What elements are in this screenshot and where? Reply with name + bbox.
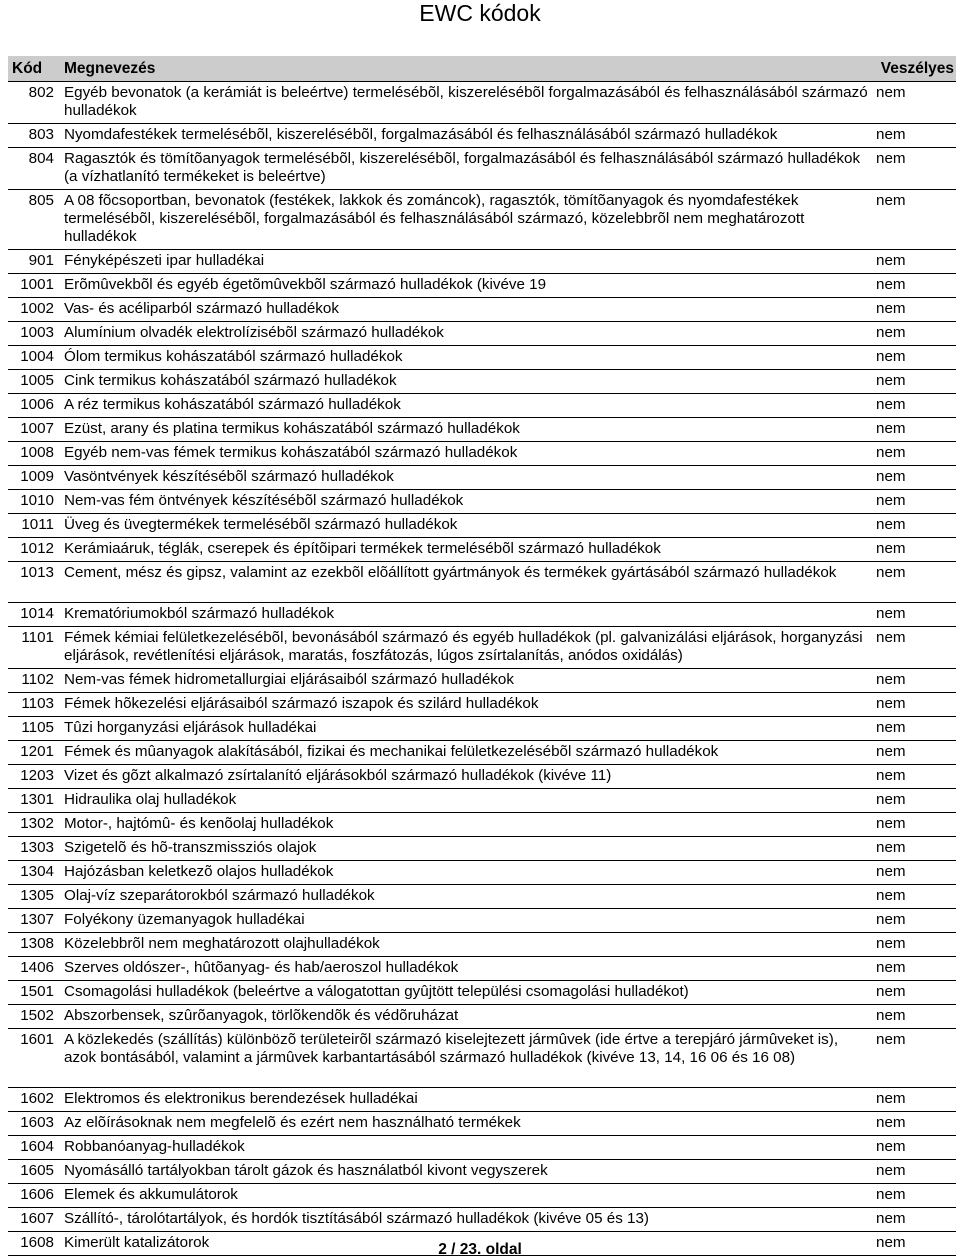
table-body bbox=[8, 82, 956, 1256]
row-hazard: nem bbox=[872, 274, 956, 298]
row-name: Erõmûvekbõl és egyéb égetõmûvekbõl származó hulladékok (kivéve 19 bbox=[60, 274, 872, 298]
row-code: 1105 bbox=[8, 717, 60, 741]
row-hazard: nem bbox=[872, 562, 956, 603]
row-code: 1304 bbox=[8, 861, 60, 885]
row-code: 1502 bbox=[8, 1005, 60, 1029]
row-code: 1608 bbox=[8, 1232, 60, 1256]
row-code: 1101 bbox=[8, 627, 60, 669]
row-hazard: nem bbox=[872, 933, 956, 957]
table-row bbox=[8, 538, 956, 562]
table-row bbox=[8, 190, 956, 250]
table-row bbox=[8, 693, 956, 717]
table-header bbox=[8, 56, 956, 82]
row-code: 1005 bbox=[8, 370, 60, 394]
row-name: Vizet és gõzt alkalmazó zsírtalanító eljárásokból származó hulladékok (kivéve 11) bbox=[60, 765, 872, 789]
table-row bbox=[8, 909, 956, 933]
row-code: 1603 bbox=[8, 1112, 60, 1136]
row-name: Szigetelõ és hõ-transzmissziós olajok bbox=[60, 837, 872, 861]
row-code: 804 bbox=[8, 148, 60, 190]
row-hazard: nem bbox=[872, 765, 956, 789]
table-row bbox=[8, 124, 956, 148]
row-hazard: nem bbox=[872, 693, 956, 717]
table-row bbox=[8, 394, 956, 418]
row-hazard: nem bbox=[872, 789, 956, 813]
row-hazard: nem bbox=[872, 124, 956, 148]
row-name: Vas- és acéliparból származó hulladékok bbox=[60, 298, 872, 322]
row-code: 1307 bbox=[8, 909, 60, 933]
row-hazard: nem bbox=[872, 190, 956, 250]
row-hazard: nem bbox=[872, 250, 956, 274]
row-code: 1606 bbox=[8, 1184, 60, 1208]
table-row bbox=[8, 765, 956, 789]
table-row bbox=[8, 490, 956, 514]
row-hazard: nem bbox=[872, 861, 956, 885]
row-name: Fémek hõkezelési eljárásaiból származó iszapok és szilárd hulladékok bbox=[60, 693, 872, 717]
table-row bbox=[8, 1005, 956, 1029]
row-name: Fémek kémiai felületkezelésébõl, bevonásából származó és egyéb hulladékok (pl. galvanizálási eljárások, horganyzási eljárások, revétlenítési eljárások, maratás, foszfátozás, lúgos zsírtalanítás, anódos oxidálás) bbox=[60, 627, 872, 669]
row-name: Elemek és akkumulátorok bbox=[60, 1184, 872, 1208]
row-hazard: nem bbox=[872, 298, 956, 322]
row-hazard: nem bbox=[872, 442, 956, 466]
row-code: 1007 bbox=[8, 418, 60, 442]
table-row bbox=[8, 562, 956, 603]
row-name: A réz termikus kohászatából származó hulladékok bbox=[60, 394, 872, 418]
row-name: Ólom termikus kohászatából származó hulladékok bbox=[60, 346, 872, 370]
row-code: 1601 bbox=[8, 1029, 60, 1088]
table-row bbox=[8, 603, 956, 627]
row-name: Cement, mész és gipsz, valamint az ezekbõl elõállított gyártmányok és termékek gyártásából származó hulladékok bbox=[60, 562, 872, 603]
row-hazard: nem bbox=[872, 82, 956, 124]
row-code: 802 bbox=[8, 82, 60, 124]
row-hazard: nem bbox=[872, 981, 956, 1005]
row-name: Fémek és mûanyagok alakításából, fizikai és mechanikai felületkezelésébõl származó hulladékok bbox=[60, 741, 872, 765]
row-code: 1103 bbox=[8, 693, 60, 717]
row-hazard: nem bbox=[872, 148, 956, 190]
row-hazard: nem bbox=[872, 603, 956, 627]
header-code: Kód bbox=[8, 56, 60, 82]
row-hazard: nem bbox=[872, 370, 956, 394]
table-row bbox=[8, 466, 956, 490]
table-row bbox=[8, 1160, 956, 1184]
row-code: 1009 bbox=[8, 466, 60, 490]
row-hazard: nem bbox=[872, 490, 956, 514]
row-name: Csomagolási hulladékok (beleértve a válogatottan gyûjtött települési csomagolási hulladékot) bbox=[60, 981, 872, 1005]
table-row bbox=[8, 418, 956, 442]
row-hazard: nem bbox=[872, 466, 956, 490]
table-row bbox=[8, 148, 956, 190]
row-hazard: nem bbox=[872, 418, 956, 442]
row-code: 1014 bbox=[8, 603, 60, 627]
row-name: Szerves oldószer-, hûtõanyag- és hab/aeroszol hulladékok bbox=[60, 957, 872, 981]
table-row bbox=[8, 837, 956, 861]
row-hazard: nem bbox=[872, 741, 956, 765]
table-row bbox=[8, 370, 956, 394]
row-code: 803 bbox=[8, 124, 60, 148]
row-name: Kimerült katalizátorok bbox=[60, 1232, 872, 1256]
row-hazard: nem bbox=[872, 394, 956, 418]
row-code: 1004 bbox=[8, 346, 60, 370]
row-hazard: nem bbox=[872, 1088, 956, 1112]
table-row bbox=[8, 1088, 956, 1112]
table-row bbox=[8, 957, 956, 981]
row-hazard: nem bbox=[872, 957, 956, 981]
row-name: Hidraulika olaj hulladékok bbox=[60, 789, 872, 813]
row-code: 1305 bbox=[8, 885, 60, 909]
row-hazard: nem bbox=[872, 627, 956, 669]
row-code: 1308 bbox=[8, 933, 60, 957]
row-name: A közlekedés (szállítás) különbözõ területeirõl származó kiselejtezett jármûvek (ide értve a terepjáró jármûveket is), azok bontásából, valamint a jármûvek karbantartásából származó hulladékok (kivéve 13, 14, 16 06 és 16 08) bbox=[60, 1029, 872, 1088]
row-name: Folyékony üzemanyagok hulladékai bbox=[60, 909, 872, 933]
table-row bbox=[8, 933, 956, 957]
row-code: 1011 bbox=[8, 514, 60, 538]
table-row bbox=[8, 813, 956, 837]
row-code: 1008 bbox=[8, 442, 60, 466]
table-row bbox=[8, 861, 956, 885]
table-row bbox=[8, 885, 956, 909]
row-name: Olaj-víz szeparátorokból származó hulladékok bbox=[60, 885, 872, 909]
row-name: Nyomásálló tartályokban tárolt gázok és használatból kivont vegyszerek bbox=[60, 1160, 872, 1184]
row-hazard: nem bbox=[872, 885, 956, 909]
table-row bbox=[8, 789, 956, 813]
row-hazard: nem bbox=[872, 514, 956, 538]
row-name: Fényképészeti ipar hulladékai bbox=[60, 250, 872, 274]
row-hazard: nem bbox=[872, 1005, 956, 1029]
row-hazard: nem bbox=[872, 1232, 956, 1256]
row-name: Nem-vas fémek hidrometallurgiai eljárásaiból származó hulladékok bbox=[60, 669, 872, 693]
page-title: EWC kódok bbox=[419, 0, 541, 26]
row-name: Alumínium olvadék elektrolízisébõl származó hulladékok bbox=[60, 322, 872, 346]
row-hazard: nem bbox=[872, 1184, 956, 1208]
row-hazard: nem bbox=[872, 669, 956, 693]
table-row bbox=[8, 346, 956, 370]
row-code: 1102 bbox=[8, 669, 60, 693]
table-row bbox=[8, 298, 956, 322]
table-row bbox=[8, 274, 956, 298]
table-row bbox=[8, 442, 956, 466]
row-hazard: nem bbox=[872, 322, 956, 346]
row-name: Nem-vas fém öntvények készítésébõl származó hulladékok bbox=[60, 490, 872, 514]
row-name: Cink termikus kohászatából származó hulladékok bbox=[60, 370, 872, 394]
row-hazard: nem bbox=[872, 837, 956, 861]
row-code: 1303 bbox=[8, 837, 60, 861]
row-hazard: nem bbox=[872, 1112, 956, 1136]
row-code: 1501 bbox=[8, 981, 60, 1005]
row-name: Üveg és üvegtermékek termelésébõl származó hulladékok bbox=[60, 514, 872, 538]
header-hazard: Veszélyes bbox=[872, 56, 956, 82]
row-name: Abszorbensek, szûrõanyagok, törlõkendõk és védõruházat bbox=[60, 1005, 872, 1029]
row-name: Vasöntvények készítésébõl származó hulladékok bbox=[60, 466, 872, 490]
row-hazard: nem bbox=[872, 1160, 956, 1184]
row-hazard: nem bbox=[872, 538, 956, 562]
row-code: 1013 bbox=[8, 562, 60, 603]
row-name: Egyéb bevonatok (a kerámiát is beleértve) termelésébõl, kiszerelésébõl forgalmazásából és felhasználásából származó hulladékok bbox=[60, 82, 872, 124]
row-code: 1301 bbox=[8, 789, 60, 813]
table-row bbox=[8, 627, 956, 669]
row-hazard: nem bbox=[872, 813, 956, 837]
table-row bbox=[8, 1029, 956, 1088]
row-code: 1003 bbox=[8, 322, 60, 346]
row-hazard: nem bbox=[872, 1136, 956, 1160]
row-name: A 08 fõcsoportban, bevonatok (festékek, lakkok és zománcok), ragasztók, tömítõanyagok és nyomdafestékek termelésébõl, kiszerelésébõl, forgalmazásából és felhasználásából származó, közelebbrõl nem meghatározott hulladékok bbox=[60, 190, 872, 250]
row-code: 1010 bbox=[8, 490, 60, 514]
table-row bbox=[8, 981, 956, 1005]
row-code: 1406 bbox=[8, 957, 60, 981]
row-hazard: nem bbox=[872, 717, 956, 741]
row-name: Ezüst, arany és platina termikus kohászatából származó hulladékok bbox=[60, 418, 872, 442]
row-name: Motor-, hajtómû- és kenõolaj hulladékok bbox=[60, 813, 872, 837]
row-code: 1006 bbox=[8, 394, 60, 418]
table-row bbox=[8, 669, 956, 693]
row-code: 1203 bbox=[8, 765, 60, 789]
header-name: Megnevezés bbox=[60, 56, 872, 82]
table-row bbox=[8, 1112, 956, 1136]
row-code: 1602 bbox=[8, 1088, 60, 1112]
row-code: 1012 bbox=[8, 538, 60, 562]
row-name: Nyomdafestékek termelésébõl, kiszerelésébõl, forgalmazásából és felhasználásából származó hulladékok bbox=[60, 124, 872, 148]
row-hazard: nem bbox=[872, 346, 956, 370]
table-row bbox=[8, 322, 956, 346]
row-code: 1002 bbox=[8, 298, 60, 322]
row-name: Hajózásban keletkezõ olajos hulladékok bbox=[60, 861, 872, 885]
row-code: 1302 bbox=[8, 813, 60, 837]
table-row bbox=[8, 1136, 956, 1160]
row-code: 1001 bbox=[8, 274, 60, 298]
row-code: 901 bbox=[8, 250, 60, 274]
table-row bbox=[8, 1184, 956, 1208]
row-hazard: nem bbox=[872, 909, 956, 933]
row-code: 805 bbox=[8, 190, 60, 250]
table-row bbox=[8, 514, 956, 538]
row-name: Tûzi horganyzási eljárások hulladékai bbox=[60, 717, 872, 741]
table-row bbox=[8, 717, 956, 741]
row-name: Közelebbrõl nem meghatározott olajhulladékok bbox=[60, 933, 872, 957]
row-name: Szállító-, tárolótartályok, és hordók tisztításából származó hulladékok (kivéve 05 és 13) bbox=[60, 1208, 872, 1232]
row-name: Robbanóanyag-hulladékok bbox=[60, 1136, 872, 1160]
table-row bbox=[8, 741, 956, 765]
row-code: 1604 bbox=[8, 1136, 60, 1160]
row-name: Az elõírásoknak nem megfelelõ és ezért nem használható termékek bbox=[60, 1112, 872, 1136]
row-code: 1201 bbox=[8, 741, 60, 765]
table-row bbox=[8, 250, 956, 274]
row-name: Krematóriumokból származó hulladékok bbox=[60, 603, 872, 627]
row-name: Ragasztók és tömítõanyagok termelésébõl, kiszerelésébõl, forgalmazásából és felhasználásából származó hulladékok (a vízhatlanító termékeket is beleértve) bbox=[60, 148, 872, 190]
ewc-table bbox=[8, 56, 956, 1256]
row-code: 1607 bbox=[8, 1208, 60, 1232]
table-row bbox=[8, 82, 956, 124]
row-hazard: nem bbox=[872, 1029, 956, 1088]
row-name: Egyéb nem-vas fémek termikus kohászatából származó hulladékok bbox=[60, 442, 872, 466]
row-code: 1605 bbox=[8, 1160, 60, 1184]
table-row bbox=[8, 1208, 956, 1232]
page-number: 2 / 23. oldal bbox=[438, 1241, 522, 1258]
row-name: Kerámiaáruk, téglák, cserepek és építõipari termékek termelésébõl származó hulladékok bbox=[60, 538, 872, 562]
row-hazard: nem bbox=[872, 1208, 956, 1232]
row-name: Elektromos és elektronikus berendezések hulladékai bbox=[60, 1088, 872, 1112]
